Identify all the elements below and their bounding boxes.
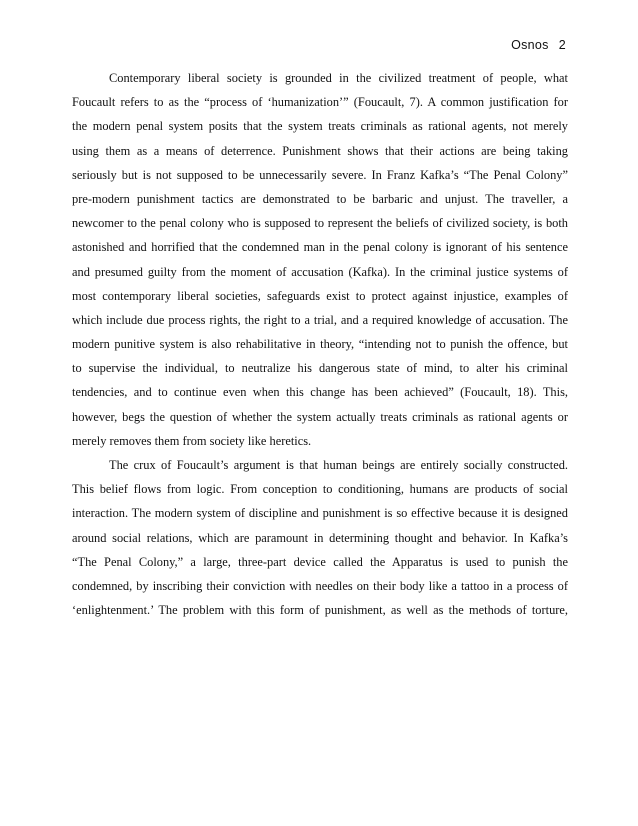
paragraph-line: tendencies, and to continue even when this change has been achieved” (Foucault, 18). This, — [72, 385, 568, 400]
paragraph-line: Foucault refers to as the “process of ‘humanization’” (Foucault, 7). A common justification for — [72, 95, 568, 110]
paragraph-line: which include due process rights, the right to a trial, and a required knowledge of accusation. The — [72, 312, 568, 327]
paragraph-2 — [72, 453, 568, 622]
paragraph-line: and presumed guilty from the moment of accusation (Kafka). In the criminal justice systems of — [72, 264, 568, 279]
paragraph-line: interaction. The modern system of discipline and punishment is so effective because it is designed — [72, 506, 568, 521]
paragraph-line: The crux of Foucault’s argument is that human beings are entirely socially constructed. — [109, 458, 568, 472]
paragraph-1 — [72, 66, 568, 453]
paragraph-line: modern punitive system is also rehabilitative in theory, “intending not to punish the offence, but — [72, 337, 568, 352]
paragraph-line: the modern penal system posits that the system treats criminals as rational agents, not merely — [72, 119, 568, 134]
paragraph-line: This belief flows from logic. From conception to conditioning, humans are products of social — [72, 482, 568, 497]
paragraph-line: most contemporary liberal societies, safeguards exist to protect against injustice, examples of — [72, 288, 568, 303]
paragraph-line: “The Penal Colony,” a large, three-part device called the Apparatus is used to punish the — [72, 554, 568, 569]
paragraph-line: however, begs the question of whether the system actually treats criminals as rational agents or — [72, 409, 568, 424]
paragraph-line: newcomer to the penal colony who is supposed to represent the beliefs of civilized society, is both — [72, 216, 568, 231]
header-page-number: 2 — [558, 38, 566, 52]
header-author: Osnos — [511, 38, 549, 52]
running-header — [511, 38, 566, 52]
paragraph-line: around social relations, which are paramount in determining thought and behavior. In Kafka’s — [72, 530, 568, 545]
paragraph-line: using them as a means of deterrence. Punishment shows that their actions are being taking — [72, 143, 568, 158]
paragraph-line: Contemporary liberal society is grounded in the civilized treatment of people, what — [109, 71, 568, 85]
paragraph-line: pre-modern punishment tactics are demonstrated to be barbaric and unjust. The traveller, a — [72, 191, 568, 206]
paragraph-line: merely removes them from society like heretics. — [72, 433, 312, 448]
paragraph-line: to supervise the individual, to neutralize his dangerous state of mind, to alter his criminal — [72, 361, 568, 376]
paragraph-line: astonished and horrified that the condemned man in the penal colony is ignorant of his sentence — [72, 240, 568, 255]
paragraph-line: seriously but is not supposed to be unnecessarily severe. In Franz Kafka’s “The Penal Colony” — [72, 167, 568, 182]
paragraph-line: ‘enlightenment.’ The problem with this form of punishment, as well as the methods of torture, — [72, 603, 568, 618]
paragraph-line: condemned, by inscribing their conviction with needles on their body like a tattoo in a process of — [72, 578, 568, 593]
essay-body — [72, 66, 568, 622]
